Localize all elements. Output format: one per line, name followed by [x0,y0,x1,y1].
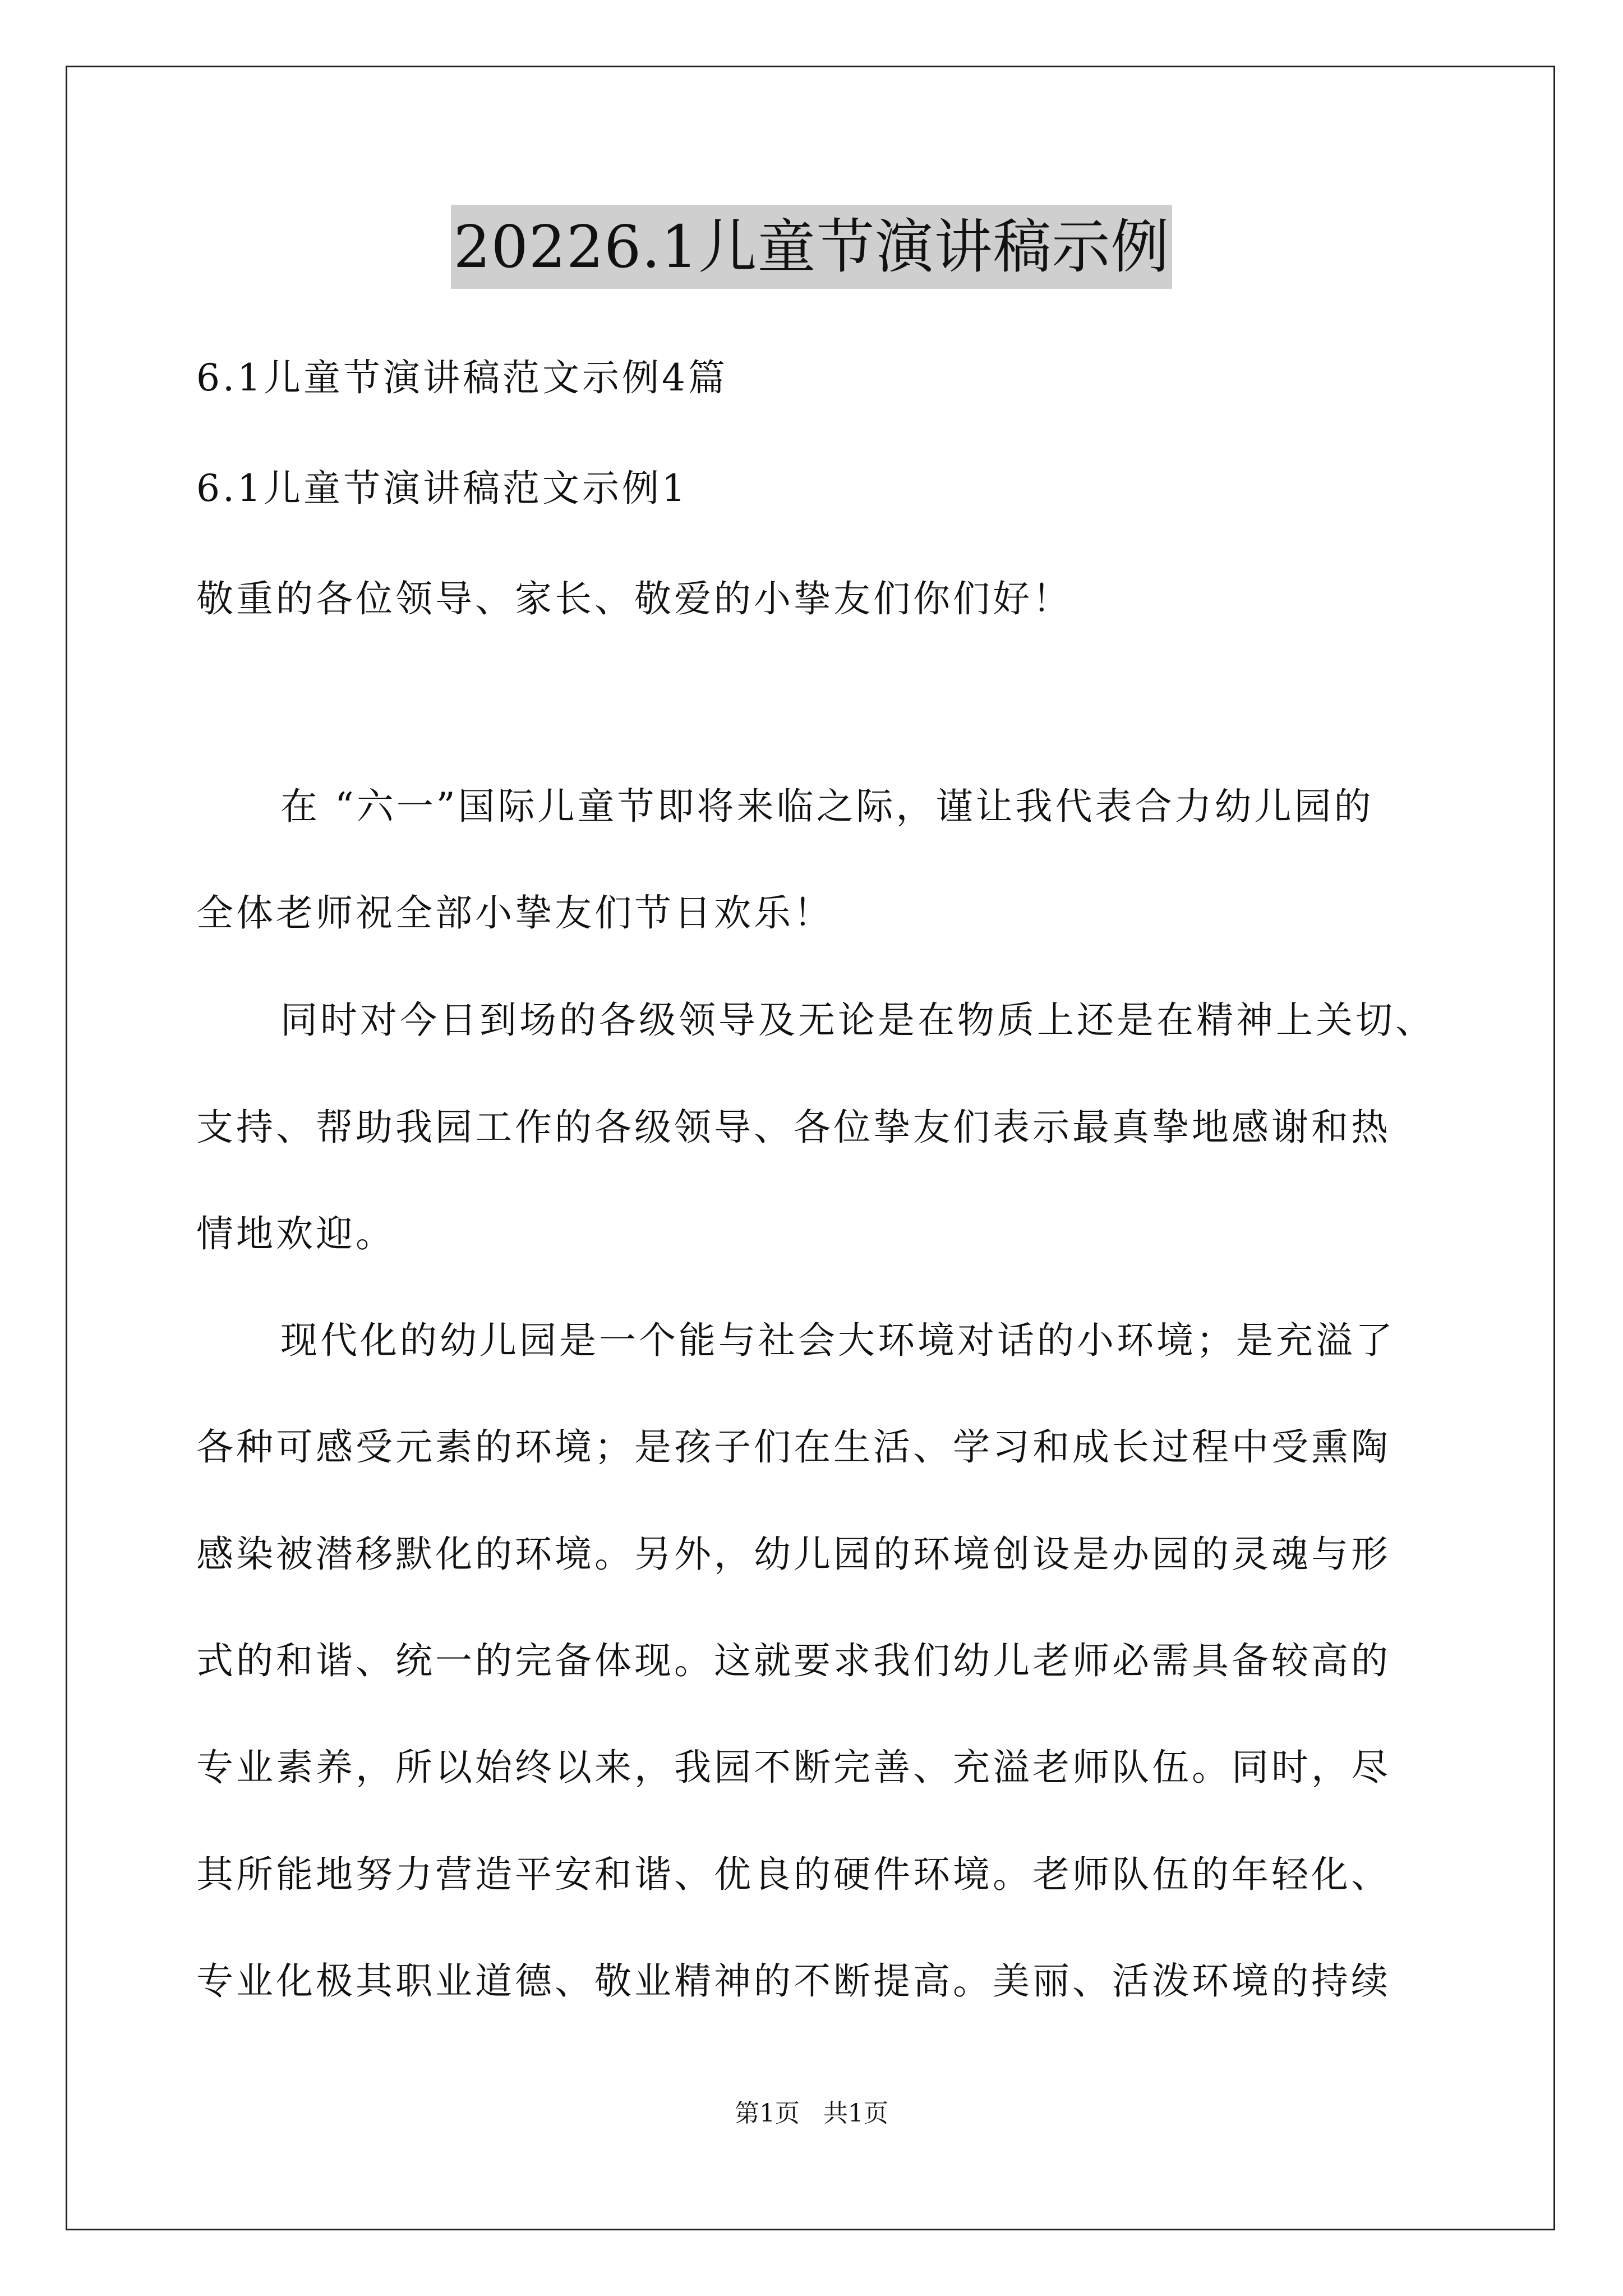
subtitle-line: 6.1儿童节演讲稿范文示例4篇 [196,356,728,399]
paragraph-line: 同时对今日到场的各级领导及无论是在物质上还是在精神上关切、 [280,999,1435,1042]
paragraph-line: 专业化极其职业道德、敬业精神的不断提高。美丽、活泼环境的持续 [196,1959,1391,2003]
paragraph-line: 情地欢迎。 [196,1212,395,1255]
title-container [0,205,1623,289]
paragraph-line: 其所能地努力营造平安和谐、优良的硬件环境。老师队伍的年轻化、 [196,1853,1391,1896]
paragraph-line: 式的和谐、统一的完备体现。这就要求我们幼儿老师必需具备较高的 [196,1639,1391,1682]
paragraph-line: 现代化的幼儿园是一个能与社会大环境对话的小环境；是充溢了 [280,1319,1395,1362]
paragraph-line: 各种可感受元素的环境；是孩子们在生活、学习和成长过程中受熏陶 [196,1425,1391,1469]
page-footer: 第1页 共1页 [735,2099,888,2128]
paragraph-line: 在 “六一”国际儿童节即将来临之际，谨让我代表合力幼儿园的 [280,785,1374,828]
paragraph-line: 支持、帮助我园工作的各级领导、各位挚友们表示最真挚地感谢和热 [196,1106,1391,1149]
section-heading: 6.1儿童节演讲稿范文示例1 [196,467,688,510]
paragraph-line: 专业素养，所以始终以来，我园不断完善、充溢老师队伍。同时，尽 [196,1746,1391,1789]
salutation-line: 敬重的各位领导、家长、敬爱的小挚友们你们好！ [196,577,1072,620]
paragraph-line: 感染被潜移默化的环境。另外，幼儿园的环境创设是办园的灵魂与形 [196,1533,1391,1576]
document-title: 20226.1儿童节演讲稿示例 [451,205,1172,289]
paragraph-line: 全体老师祝全部小挚友们节日欢乐！ [196,891,833,935]
